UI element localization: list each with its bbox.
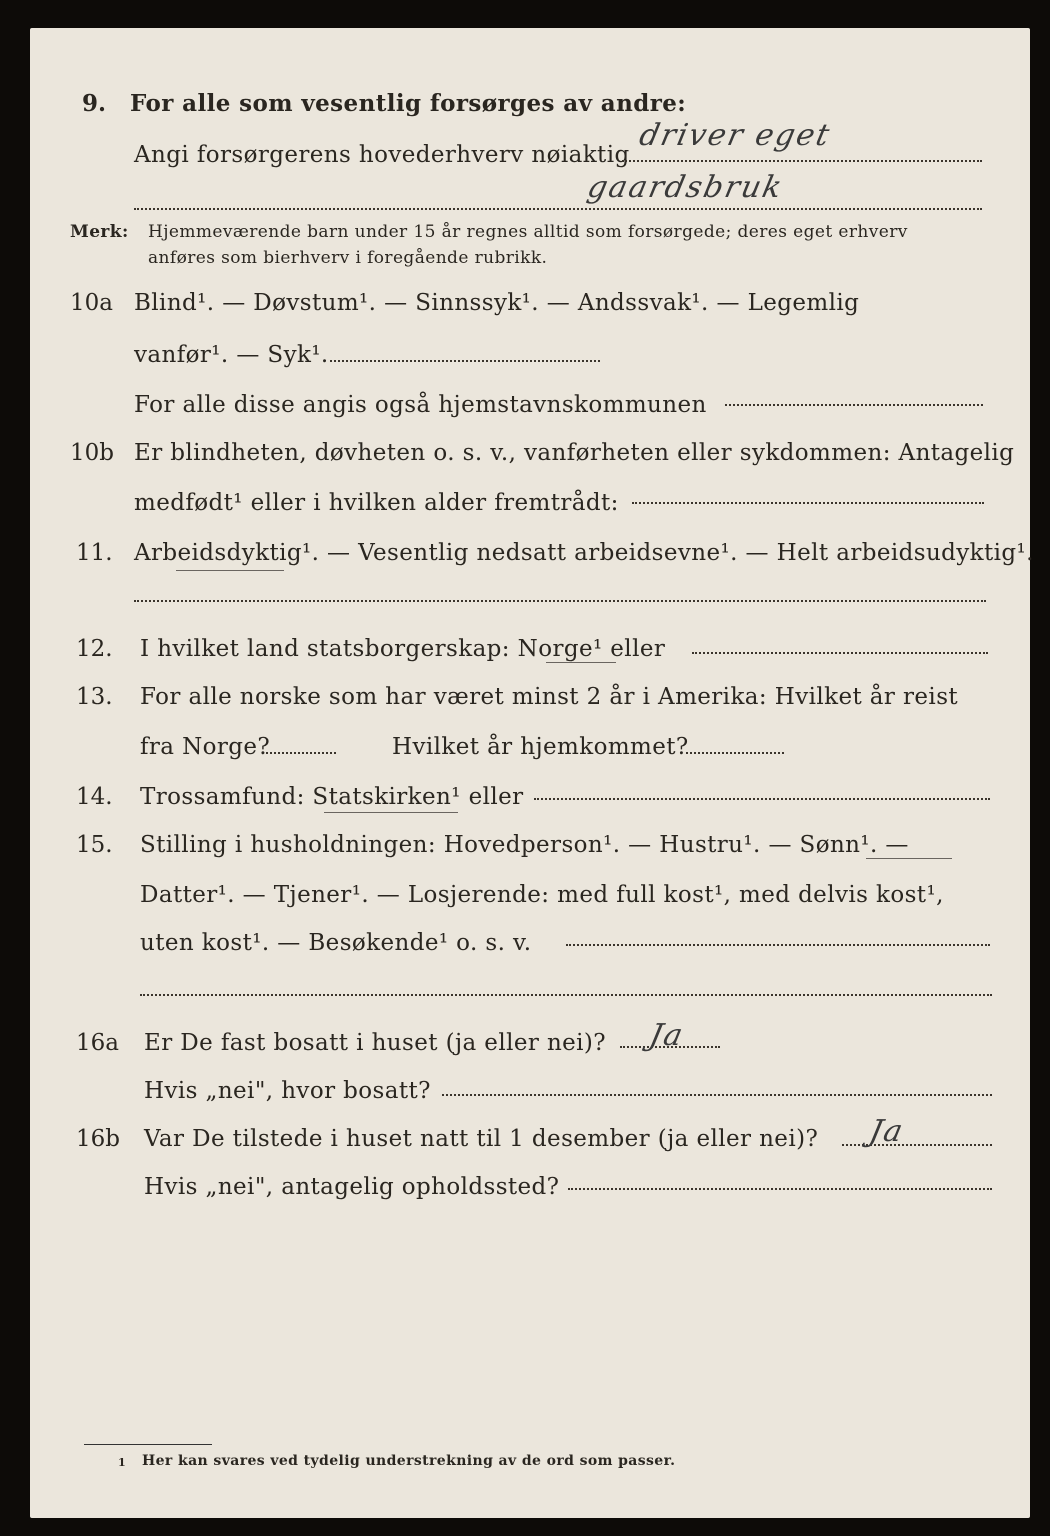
q13-number: 13. <box>76 684 113 710</box>
q9-prompt: Angi forsørgerens hovederhverv nøiaktig <box>134 142 630 168</box>
q9-handwritten-answer-2: gaardsbruk <box>584 170 787 205</box>
q12-underline-norge <box>546 662 616 663</box>
q10a-line-3: For alle disse angis også hjemstavnskommunen <box>134 392 707 418</box>
q12-answer-line <box>692 652 988 654</box>
q11-underline-arbeidsdyktig <box>176 570 284 571</box>
q15-line-3: uten kost¹. — Besøkende¹ o. s. v. <box>140 930 532 956</box>
q16b-answer-line <box>842 1144 992 1146</box>
q15-underline-sonn <box>866 858 952 859</box>
footnote-rule <box>84 1444 212 1445</box>
q10a-line-1: Blind¹. — Døvstum¹. — Sinnssyk¹. — Andssvak¹. — Legemlig <box>134 290 860 316</box>
q16a-line-2: Hvis „nei", hvor bosatt? <box>144 1078 431 1104</box>
q15-line-2: Datter¹. — Tjener¹. — Losjerende: med full kost¹, med delvis kost¹, <box>140 882 944 908</box>
q16b-number: 16b <box>76 1126 120 1152</box>
q16a-handwritten-answer: Ja <box>646 1018 688 1053</box>
q13-line-2a: fra Norge? <box>140 734 271 760</box>
q16a-bosatt-line <box>442 1094 992 1096</box>
q10b-line-2: medfødt¹ eller i hvilken alder fremtrådt: <box>134 490 619 516</box>
q13-line-1: For alle norske som har været minst 2 år i Amerika: Hvilket år reist <box>140 684 959 710</box>
q11-line-1: Arbeidsdyktig¹. — Vesentlig nedsatt arbeidsevne¹. — Helt arbeidsudyktig¹. <box>134 540 1034 566</box>
q16b-handwritten-answer: Ja <box>866 1114 908 1149</box>
q9-answer-line-1 <box>622 160 982 162</box>
merk-line-2: anføres som bierhverv i foregående rubrikk. <box>148 248 548 268</box>
footnote-mark: 1 <box>118 1456 127 1469</box>
q14-underline-statskirken <box>324 812 458 813</box>
q10a-answer-line <box>330 360 600 362</box>
q13-reist-line <box>266 752 336 754</box>
q14-number: 14. <box>76 784 113 810</box>
q13-line-2b: Hvilket år hjemkommet? <box>392 734 689 760</box>
q15-line-1: Stilling i husholdningen: Hovedperson¹. — Hustru¹. — Sønn¹. — <box>140 832 909 858</box>
q13-hjemkommet-line <box>686 752 784 754</box>
q10a-hjemstavn-line <box>725 404 983 406</box>
q10a-number: 10a <box>70 290 113 316</box>
q10b-number: 10b <box>70 440 114 466</box>
q16a-number: 16a <box>76 1030 119 1056</box>
q16b-opholdssted-line <box>568 1188 992 1190</box>
q10a-line-2: vanfør¹. — Syk¹. <box>134 342 329 368</box>
q9-number: 9. <box>82 90 107 117</box>
q14-answer-line <box>534 798 990 800</box>
q9-handwritten-answer-1: driver eget <box>636 118 835 153</box>
merk-line-1: Hjemmeværende barn under 15 år regnes alltid som forsørgede; deres eget erhverv <box>148 222 908 242</box>
q16b-line-2: Hvis „nei", antagelig opholdssted? <box>144 1174 560 1200</box>
q15-answer-line-1 <box>566 944 990 946</box>
q16b-line-1: Var De tilstede i huset natt til 1 desember (ja eller nei)? <box>144 1126 819 1152</box>
q14-line-1: Trossamfund: Statskirken¹ eller <box>140 784 524 810</box>
q10b-answer-line <box>632 502 984 504</box>
q15-number: 15. <box>76 832 113 858</box>
q12-line-1: I hvilket land statsborgerskap: Norge¹ eller <box>140 636 666 662</box>
q16a-line-1: Er De fast bosatt i huset (ja eller nei)? <box>144 1030 607 1056</box>
footnote-text: Her kan svares ved tydelig understrekning av de ord som passer. <box>142 1453 676 1469</box>
q12-number: 12. <box>76 636 113 662</box>
q11-number: 11. <box>76 540 113 566</box>
q11-answer-line <box>134 600 986 602</box>
merk-label: Merk: <box>70 222 129 242</box>
q15-answer-line-2 <box>140 994 992 996</box>
q9-title: For alle som vesentlig forsørges av andre: <box>130 90 687 117</box>
q9-answer-line-2 <box>134 208 982 210</box>
q10b-line-1: Er blindheten, døvheten o. s. v., vanførheten eller sykdommen: Antagelig <box>134 440 1015 466</box>
